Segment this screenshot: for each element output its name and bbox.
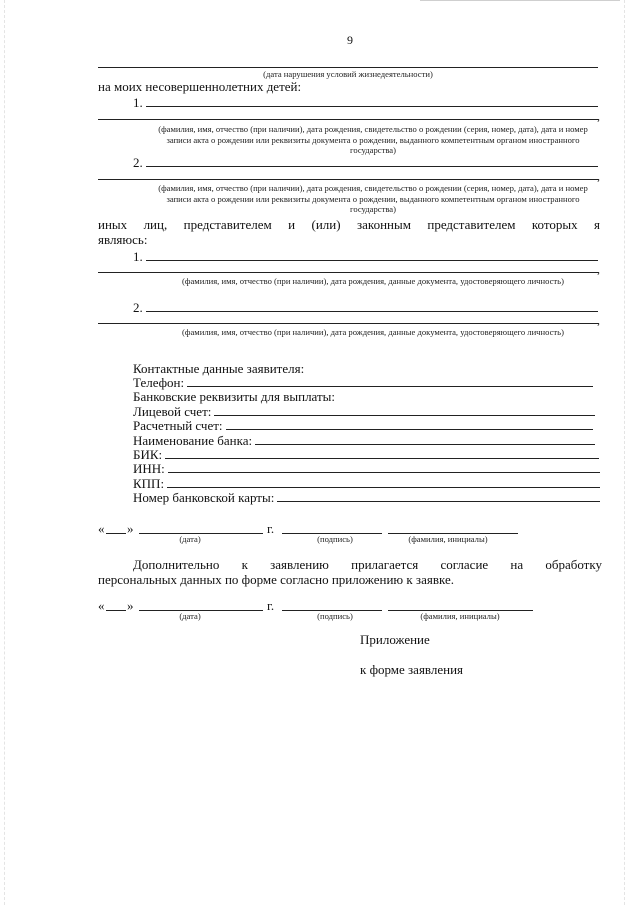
other-2-second-line[interactable] bbox=[98, 323, 598, 324]
kpp-label: КПП: bbox=[133, 476, 165, 491]
sign1-sign-caption: (подпись) bbox=[317, 534, 353, 544]
child-1-caption: (фамилия, имя, отчество (при наличии), дата рождения, свидетельство о рождении (серия, номер, дата), дата и номер записи акта о рождении или реквизиты документа о рождении, выданного компетентным органом иностранного государства) bbox=[158, 124, 588, 155]
bank-heading: Банковские реквизиты для выплаты: bbox=[133, 389, 336, 404]
bik-label: БИК: bbox=[133, 447, 163, 462]
other-2-field[interactable] bbox=[133, 300, 598, 315]
settlement-label: Расчетный счет: bbox=[133, 418, 223, 433]
page-number: 9 bbox=[347, 33, 353, 47]
violation-date-line bbox=[98, 67, 598, 68]
card-input-line[interactable] bbox=[277, 490, 600, 502]
sign2-open-quote: « bbox=[98, 598, 105, 613]
account-input-line[interactable] bbox=[214, 404, 595, 416]
card-field[interactable] bbox=[133, 490, 600, 505]
child-2-comma: , bbox=[597, 169, 600, 183]
consent-line2: персональных данных по форме согласно приложению к заявке. bbox=[98, 572, 454, 587]
sign2-date-caption: (дата) bbox=[179, 611, 201, 621]
child-2-input-line[interactable] bbox=[146, 155, 598, 167]
card-label: Номер банковской карты: bbox=[133, 490, 275, 505]
other-1-field[interactable] bbox=[133, 249, 598, 264]
appendix-title: Приложение bbox=[360, 632, 430, 647]
child-2-field[interactable] bbox=[133, 155, 598, 170]
other-2-caption: (фамилия, имя, отчество (при наличии), дата рождения, данные документа, удостоверяющего личность) bbox=[182, 327, 564, 337]
inn-input-line[interactable] bbox=[168, 461, 600, 473]
kpp-input-line[interactable] bbox=[167, 476, 600, 488]
sign2-close-quote: » bbox=[127, 598, 134, 613]
other-1-comma: , bbox=[597, 262, 600, 276]
other-1-second-line[interactable] bbox=[98, 272, 598, 273]
account-label: Лицевой счет: bbox=[133, 404, 212, 419]
child-1-second-line[interactable] bbox=[98, 119, 598, 120]
kpp-field[interactable] bbox=[133, 476, 600, 491]
other-2-number: 2. bbox=[133, 300, 143, 315]
sign2-name-caption: (фамилия, инициалы) bbox=[420, 611, 500, 621]
bank-name-label: Наименование банка: bbox=[133, 433, 253, 448]
child-1-number: 1. bbox=[133, 95, 143, 110]
sign2-day-line[interactable] bbox=[106, 610, 126, 611]
other-1-number: 1. bbox=[133, 249, 143, 264]
settlement-field[interactable] bbox=[133, 418, 593, 433]
violation-date-caption: (дата нарушения условий жизнедеятельности) bbox=[263, 69, 433, 79]
settlement-input-line[interactable] bbox=[226, 418, 593, 430]
inn-field[interactable] bbox=[133, 461, 600, 476]
child-1-field[interactable] bbox=[133, 95, 598, 110]
others-heading-line1: иных лиц, представителем и (или) законным представителем которых я bbox=[98, 217, 600, 232]
scan-edge-right bbox=[624, 0, 625, 905]
phone-input-line[interactable] bbox=[187, 375, 593, 387]
sign1-day-line[interactable] bbox=[106, 533, 126, 534]
phone-field[interactable] bbox=[133, 375, 593, 390]
sign1-close-quote: » bbox=[127, 521, 134, 536]
bik-field[interactable] bbox=[133, 447, 599, 462]
contacts-heading: Контактные данные заявителя: bbox=[133, 361, 305, 376]
sign1-year-suffix: г. bbox=[267, 521, 275, 536]
others-heading-line2: являюсь: bbox=[98, 232, 148, 247]
inn-label: ИНН: bbox=[133, 461, 165, 476]
bank-name-input-line[interactable] bbox=[255, 433, 595, 445]
bik-input-line[interactable] bbox=[165, 447, 599, 459]
scan-edge-left bbox=[4, 0, 5, 905]
sign1-name-caption: (фамилия, инициалы) bbox=[408, 534, 488, 544]
appendix-subtitle: к форме заявления bbox=[360, 662, 464, 677]
other-1-input-line[interactable] bbox=[146, 249, 598, 261]
sign1-open-quote: « bbox=[98, 521, 105, 536]
phone-label: Телефон: bbox=[133, 375, 185, 390]
consent-line1: Дополнительно к заявлению прилагается согласие на обработку bbox=[133, 557, 602, 572]
sign2-sign-caption: (подпись) bbox=[317, 611, 353, 621]
child-1-input-line[interactable] bbox=[146, 95, 598, 107]
other-2-comma: , bbox=[597, 313, 600, 327]
children-heading: на моих несовершеннолетних детей: bbox=[98, 79, 302, 94]
scan-top-edge bbox=[420, 0, 620, 1]
other-1-caption: (фамилия, имя, отчество (при наличии), дата рождения, данные документа, удостоверяющего личность) bbox=[182, 276, 564, 286]
other-2-input-line[interactable] bbox=[146, 300, 598, 312]
account-field[interactable] bbox=[133, 404, 595, 419]
child-1-comma: , bbox=[597, 109, 600, 123]
sign1-date-caption: (дата) bbox=[179, 534, 201, 544]
child-2-caption: (фамилия, имя, отчество (при наличии), дата рождения, свидетельство о рождении (серия, номер, дата), дата и номер записи акта о рождении или реквизиты документа о рождении, выданного компетентным органом иностранного государства) bbox=[158, 183, 588, 214]
sign2-year-suffix: г. bbox=[267, 598, 275, 613]
child-2-number: 2. bbox=[133, 155, 143, 170]
child-2-second-line[interactable] bbox=[98, 179, 598, 180]
bank-name-field[interactable] bbox=[133, 433, 595, 448]
